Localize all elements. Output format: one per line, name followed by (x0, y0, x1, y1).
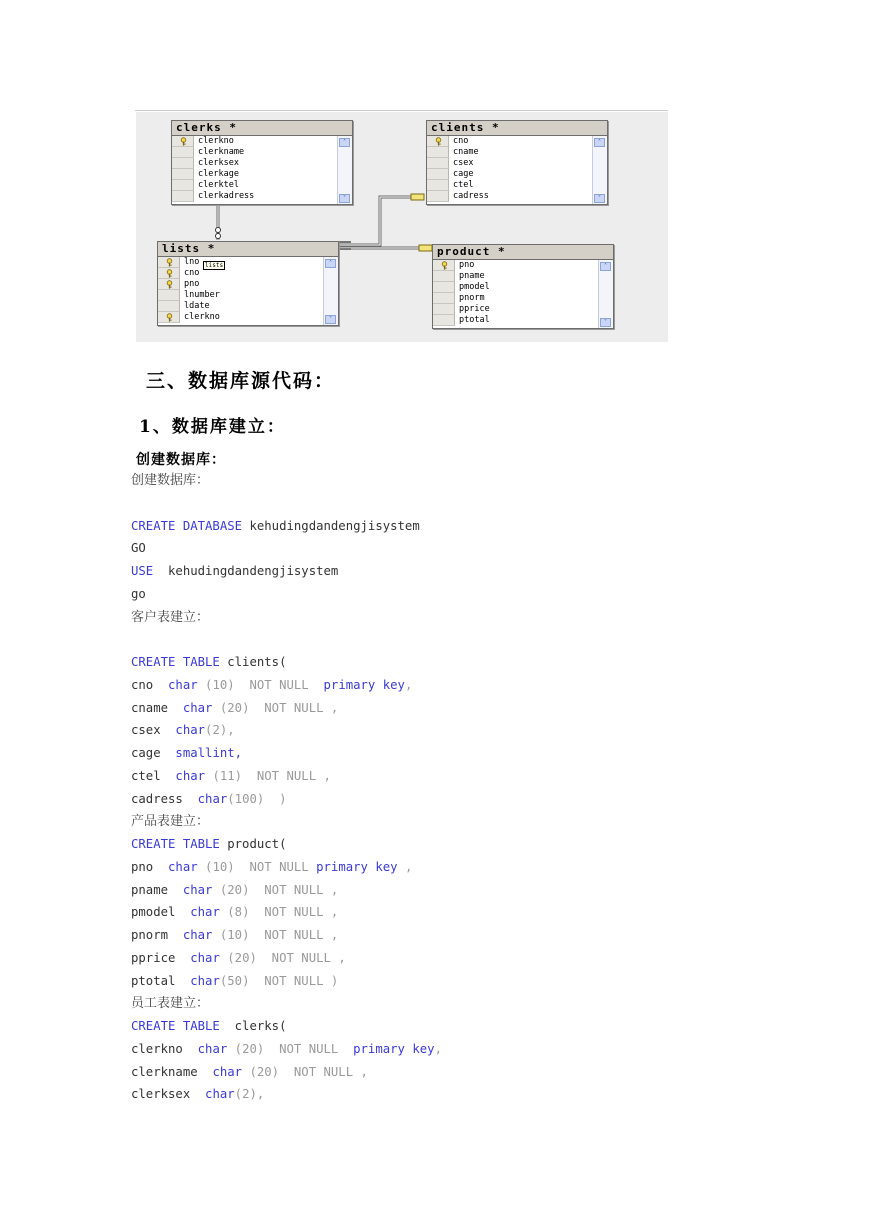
column-name: cname (453, 147, 479, 157)
table-column-row[interactable] (427, 147, 607, 158)
code-line (131, 1086, 442, 1109)
code-line (131, 631, 442, 654)
scroll-up-icon[interactable]: ˄ (594, 138, 605, 147)
table-tooltip: lists (205, 262, 224, 269)
code-text: clerksex (131, 1087, 206, 1102)
table-column-row[interactable] (433, 293, 613, 304)
code-text: (100) ) (227, 791, 287, 806)
code-keyword: USE (131, 564, 154, 578)
code-line (131, 609, 442, 632)
table-title: clients * (427, 121, 607, 136)
table-title: product * (433, 245, 613, 260)
row-selector[interactable] (433, 282, 455, 293)
table-column-row[interactable] (172, 169, 352, 180)
code-text: kehudingdandengjisystem (153, 564, 339, 578)
one-end-marker-icon (216, 228, 221, 233)
code-keyword: char (168, 859, 198, 874)
code-text: pnorm (131, 928, 183, 942)
table-column-row[interactable] (427, 158, 607, 169)
column-name: cadress (453, 191, 489, 201)
row-selector[interactable] (433, 304, 455, 315)
scrollbar[interactable] (598, 260, 613, 328)
table-column-row[interactable] (172, 136, 352, 147)
code-keyword: char (205, 1087, 235, 1102)
create-database-label: 创建数据库： (136, 452, 226, 468)
code-line (131, 995, 442, 1018)
row-selector[interactable] (433, 315, 455, 326)
table-column-row[interactable] (427, 191, 607, 202)
scroll-down-icon[interactable]: ˅ (594, 194, 605, 203)
table-column-row[interactable] (427, 180, 607, 191)
column-name: pno (459, 260, 475, 270)
row-selector[interactable] (427, 180, 449, 191)
code-line (131, 654, 442, 677)
code-keyword: char (182, 882, 213, 897)
code-text: (2), (234, 1087, 265, 1102)
product-table[interactable] (432, 244, 614, 329)
code-line (131, 586, 442, 609)
column-name: clerksex (198, 158, 239, 168)
table-column-row[interactable] (158, 268, 338, 279)
lists-table[interactable] (157, 241, 339, 326)
row-selector[interactable] (433, 260, 455, 271)
code-line (131, 973, 442, 996)
table-column-row[interactable] (433, 304, 613, 315)
scroll-up-icon[interactable]: ˄ (325, 259, 336, 268)
column-name: lno (184, 257, 200, 267)
scroll-up-icon[interactable]: ˄ (600, 262, 611, 271)
row-selector[interactable] (158, 268, 180, 279)
primary-key-icon (165, 280, 174, 289)
code-keyword: char (197, 1041, 228, 1056)
code-text: clerkname (131, 1064, 213, 1079)
code-keyword: primary key (316, 859, 398, 874)
code-keyword: char (175, 723, 206, 738)
code-text: kehudingdandengjisystem (242, 518, 420, 533)
code-text: (50) NOT NULL ) (219, 973, 339, 988)
column-name: cno (184, 268, 200, 278)
code-text: pno (131, 859, 169, 874)
code-text: clerkno (131, 1041, 198, 1056)
column-name: pno (184, 279, 200, 289)
table-column-row[interactable] (433, 315, 613, 326)
table-column-row[interactable] (172, 180, 352, 191)
code-text: csex (131, 723, 176, 738)
scroll-up-icon[interactable]: ˄ (339, 138, 350, 147)
code-line (131, 836, 442, 859)
code-text: GO (131, 541, 146, 556)
table-column-row[interactable] (158, 290, 338, 301)
row-selector[interactable] (427, 147, 449, 158)
code-text: product( (219, 837, 287, 851)
code-comment-label: 客户表建立： (131, 609, 210, 625)
code-text: pmodel (131, 905, 191, 920)
row-selector[interactable] (158, 301, 180, 312)
primary-key-icon (165, 258, 174, 267)
code-text: (20) NOT NULL , (212, 882, 339, 897)
row-selector[interactable] (158, 257, 180, 268)
table-column-row[interactable] (433, 260, 613, 271)
scrollbar[interactable] (323, 257, 338, 325)
scroll-down-icon[interactable]: ˅ (339, 194, 350, 203)
code-text: (20) NOT NULL , (242, 1064, 368, 1079)
row-selector[interactable] (427, 191, 449, 202)
code-text: ptotal (131, 973, 191, 988)
table-column-row[interactable] (427, 136, 607, 147)
code-line (131, 563, 442, 586)
table-column-row[interactable] (158, 301, 338, 312)
column-name: csex (453, 158, 474, 168)
key-end-marker-icon (419, 245, 432, 251)
code-text: cno (131, 677, 169, 692)
code-line (131, 904, 442, 927)
table-column-row[interactable] (172, 158, 352, 169)
column-name: lnumber (184, 290, 220, 300)
primary-key-icon (165, 269, 174, 278)
code-keyword: CREATE TABLE (131, 1019, 220, 1033)
code-line (131, 677, 442, 700)
code-keyword: smallint, (175, 746, 243, 760)
code-line (131, 745, 442, 768)
code-text: pprice (131, 950, 191, 965)
table-column-row[interactable] (158, 279, 338, 290)
code-line (131, 882, 442, 905)
code-line (131, 700, 442, 723)
primary-key-icon (179, 137, 188, 146)
key-end-marker-icon (411, 194, 424, 200)
code-text: (10) NOT NULL (197, 859, 317, 874)
code-line (131, 518, 442, 541)
code-text: , (404, 677, 413, 692)
code-keyword: char (182, 700, 213, 715)
code-text: ctel (131, 768, 176, 783)
code-text: (20) NOT NULL , (212, 700, 339, 715)
primary-key-icon (440, 261, 449, 270)
code-text: (8) NOT NULL , (219, 905, 339, 920)
horizontal-rule (135, 110, 668, 111)
code-keyword: char (182, 928, 213, 942)
code-keyword: char (190, 973, 220, 988)
subsection-heading: 1、数据库建立： (139, 417, 286, 437)
code-text: (11) NOT NULL , (205, 768, 331, 783)
code-line (131, 768, 442, 791)
column-name: ldate (184, 301, 210, 311)
column-name: pname (459, 271, 485, 281)
column-name: pmodel (459, 282, 490, 292)
code-line (131, 472, 442, 495)
code-line (131, 791, 442, 814)
column-name: ctel (453, 180, 474, 190)
table-column-row[interactable] (158, 257, 338, 268)
code-line (131, 495, 442, 518)
code-line (131, 1018, 442, 1041)
column-name: pprice (459, 304, 490, 314)
code-text: go (131, 586, 146, 601)
code-text: , (434, 1041, 442, 1056)
code-comment-label: 产品表建立： (131, 814, 210, 830)
code-line (131, 813, 442, 836)
code-keyword: char (197, 791, 228, 806)
scrollbar[interactable] (592, 136, 607, 204)
code-keyword: char (190, 905, 220, 920)
row-selector[interactable] (172, 180, 194, 191)
primary-key-icon (165, 313, 174, 322)
table-column-row[interactable] (427, 169, 607, 180)
scroll-down-icon[interactable]: ˅ (600, 318, 611, 327)
code-line (131, 950, 442, 973)
code-text: (10) NOT NULL (197, 677, 324, 692)
code-keyword: char (212, 1064, 243, 1079)
column-name: pnorm (459, 293, 485, 303)
code-text: cage (131, 746, 176, 760)
row-selector[interactable] (172, 147, 194, 158)
code-keyword: primary key (323, 677, 405, 692)
code-text: , (397, 859, 413, 874)
row-selector[interactable] (158, 279, 180, 290)
code-keyword: CREATE DATABASE (131, 518, 243, 533)
code-keyword: CREATE TABLE (131, 837, 220, 851)
row-selector[interactable] (433, 271, 455, 282)
table-column-row[interactable] (158, 312, 338, 323)
code-text: (20) NOT NULL (227, 1041, 354, 1056)
code-text: cadress (131, 791, 198, 806)
code-line (131, 859, 442, 882)
er-diagram (136, 112, 668, 342)
row-selector[interactable] (172, 191, 194, 202)
table-title: lists * (158, 242, 338, 257)
code-text: clerks( (219, 1019, 287, 1033)
row-selector[interactable] (172, 158, 194, 169)
code-comment-label: 员工表建立： (131, 996, 210, 1012)
code-text: pname (131, 882, 183, 897)
code-text: cname (131, 700, 183, 715)
code-keyword: primary key (353, 1041, 435, 1056)
primary-key-icon (434, 137, 443, 146)
column-name: ptotal (459, 315, 490, 325)
code-keyword: char (168, 677, 198, 692)
code-line (131, 722, 442, 745)
code-text: (10) NOT NULL , (212, 928, 339, 942)
row-selector[interactable] (427, 169, 449, 180)
column-name: clerkno (198, 136, 234, 146)
table-column-row[interactable] (172, 191, 352, 202)
code-line (131, 1041, 442, 1064)
code-keyword: char (175, 768, 206, 783)
column-name: clerkname (198, 147, 245, 157)
column-name: clerktel (198, 180, 239, 190)
row-selector[interactable] (158, 312, 180, 323)
table-column-row[interactable] (433, 271, 613, 282)
code-comment-label: 创建数据库： (131, 473, 210, 488)
column-name: clerkno (184, 312, 220, 322)
row-selector[interactable] (172, 169, 194, 180)
column-name: clerkadress (198, 191, 255, 201)
code-keyword: char (190, 950, 220, 965)
section-heading: 三、数据库源代码： (146, 370, 336, 392)
row-selector[interactable] (172, 136, 194, 147)
scroll-down-icon[interactable]: ˅ (325, 315, 336, 324)
code-line (131, 1064, 442, 1087)
row-selector[interactable] (427, 136, 449, 147)
code-keyword: CREATE TABLE (131, 655, 220, 669)
column-name: clerkage (198, 169, 239, 179)
table-title: clerks * (172, 121, 352, 136)
row-selector[interactable] (433, 293, 455, 304)
column-name: cno (453, 136, 469, 146)
clerks-table[interactable] (171, 120, 353, 205)
table-column-row[interactable] (172, 147, 352, 158)
code-text: (2), (205, 723, 235, 738)
code-line (131, 927, 442, 950)
row-selector[interactable] (158, 290, 180, 301)
clients-table[interactable] (426, 120, 608, 205)
one-end-marker-icon (216, 234, 221, 239)
code-text: (20) NOT NULL , (219, 950, 346, 965)
sql-code-block (131, 472, 442, 1109)
column-name: cage (453, 169, 474, 179)
code-line (131, 540, 442, 563)
row-selector[interactable] (427, 158, 449, 169)
scrollbar[interactable] (337, 136, 352, 204)
table-column-row[interactable] (433, 282, 613, 293)
code-text: clients( (219, 655, 287, 669)
